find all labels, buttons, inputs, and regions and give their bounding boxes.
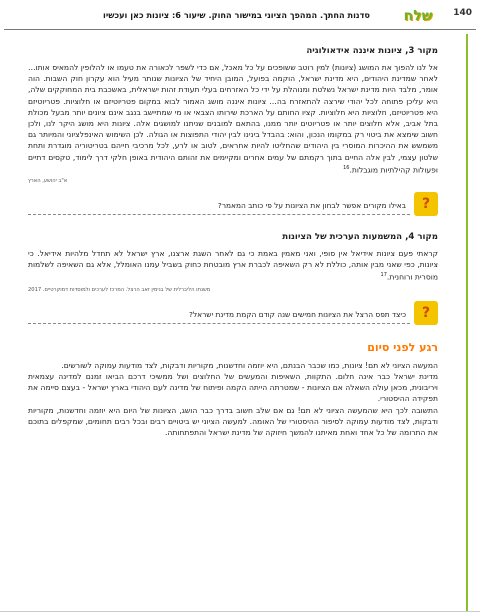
question-box-2 — [28, 301, 438, 329]
logo — [388, 3, 448, 29]
footer-divider — [0, 611, 480, 612]
header-title: סדנות החתך. המהפך הציוני במישור החוק. שיעור 6: ציונות כאן ועכשיו — [103, 10, 370, 20]
answer-line-1 — [28, 214, 410, 215]
finale-title: רגע לפני סיום — [367, 340, 438, 354]
question-2-text: כיצד תפס הרצל את הציונות חמישים שנה קודם הקמת מדינת ישראל? — [189, 309, 406, 319]
source4-caption: משנתו הליברלית של בנימין זאב הרצל. המרכז לערכים ולמוסדות דמוקרטיים. 2017 — [28, 286, 211, 293]
page-header — [0, 0, 480, 34]
finale-paragraph-1: המעשה הציוני לא תם! ציונות, כמו שכבר הבנתם, היא יוזמה וחדשנות, מקוריות ודבקות, לצד מודעות עמוקה לשורשים. — [61, 360, 438, 370]
logo-text: שלח — [403, 8, 433, 24]
source3-title: מקור 3, ציונות איננה אידאולוגיה — [306, 46, 438, 56]
footnote-17: 17 — [380, 271, 387, 278]
source4-text — [28, 248, 438, 283]
source4-title: מקור 4, המשמעות הערכית של הציונות — [282, 231, 438, 242]
page-number: 140 — [453, 8, 472, 18]
question-box-1 — [28, 192, 438, 220]
source4-body: קראתי פעם ציונות אידיאל אין סופי, ואני מאמין באמת כי גם לאחר השגת ארצנו, ארץ ישראל לא תחדל מלהיות אידיאל. כי ציונות, כפי שאני מבין אותה, כוללת לא רק השאיפה לכברת ארץ מובטחת כחוק בשביל עמנו האומלל, אלא גם השאיפה לשלמות מוסרית ורוחנית. — [28, 248, 438, 282]
question-mark-icon: ? — [414, 192, 438, 216]
source3-caption: א"ב יהושע, הארץ — [28, 177, 68, 184]
question-mark-icon: ? — [414, 301, 438, 325]
main-content — [28, 34, 438, 438]
finale-paragraph-2: מדינת ישראל כבר אינה חלום. התקוות, השאיפות והמעשים של החלוצים ושל ממשיכי דרכם הביאו זמנם למדינה עצמאית ויריבונית, מכאן עולה השאלה אם הציונות - שמטרתה הייתה הקמה ופיתוח של מדינה לעם היהודי בארץ ישראל - בעצם סיימה את תפקידה ההיסטורי. — [28, 371, 438, 404]
side-accent-line — [466, 34, 468, 612]
finale-paragraph-3: התשובה לכך היא שהמעשה הציוני לא תם! גם אם שלב חשוב בדרך כבר הושג, הציונות של היום היא יוזמה וחדשנות, מקוריות ודבקות, לצד מודעות עמוקה לסיפור ההיסטורי של האומה. למעשה הציוני יש ביטויים רבים ובכל רבים תחומים, שמקפלים בתוכם את התרומה של כל אחד ואחת מאיתנו להמשך חיזוקה של מדינת ישראל והתפתחותה. — [28, 405, 438, 437]
header-divider — [4, 29, 476, 30]
footnote-16: 16 — [343, 164, 350, 171]
question-1-text: באילו מקורים אפשר לבחון את הציונות על פי כותב המאמר? — [217, 200, 406, 210]
source3-body: אל לנו להפוך את המושג (ציונות) למין רוטב ששופכים על כל מאכל, אם כדי לשפר לכאורה את טעמו או להלופין להמאיס אותו… לאחר שמדינת היהודים, היא מדינת ישראל, הוקמה בפועל, המובן היחיד של הציונות שנותר מעיל הוא עקרון חוק השבות. הוה אומר, מלבד היות מדינת ישראל נשלטת ומנוהלת על ידי כל האזרחים בעלי תעודת זהות ישראלית, באשכבת בית המחוקקים שלה, היא עליכן פתוחה לכל יהודי שירצה להתאזרח בה… ציונות איננה מושג האמור לבוא במקום פטריוטיזם או חלוציות. פטריוטיזם היא פטריוטיזם, חלוציות היא חלוציות. קציו החותם על הארכת שירותו הצבאי או מי שמתיישב בנגב אינם ציונים יותר מבעל מכולת בתל אביב, אלא חלוצים יותר או פטריוטים יותר ממנו, בהתאם למובנים שניתנו למושגים אלה. ציונות היא מושג היקר לנו, ולכן חשוב שימצא את ביטוי רק במקומו הנכון, והוא: בהבדל בינינו לבין יהודי התפוצות או הגולה. לכן השימוש האינפלציוני והמיותר גם משמשש את ההיכרות המוסרי בין היהודים שהחליטו להיות אחראים, לטוב או לרע, לכל מרכיבי חייהם בטריטוריה מוגדרת ותחת שלטון עצמי, לבין אלה החיים בתוך רקמתם של עמים אחרים ומקיימים את זהותם היהודית באופן חלקי דרך לימוד, טקסים דתיים ופעולות קהילתיות מוגבלות. — [28, 63, 438, 175]
source3-text — [28, 62, 438, 176]
answer-line-2 — [28, 323, 410, 324]
